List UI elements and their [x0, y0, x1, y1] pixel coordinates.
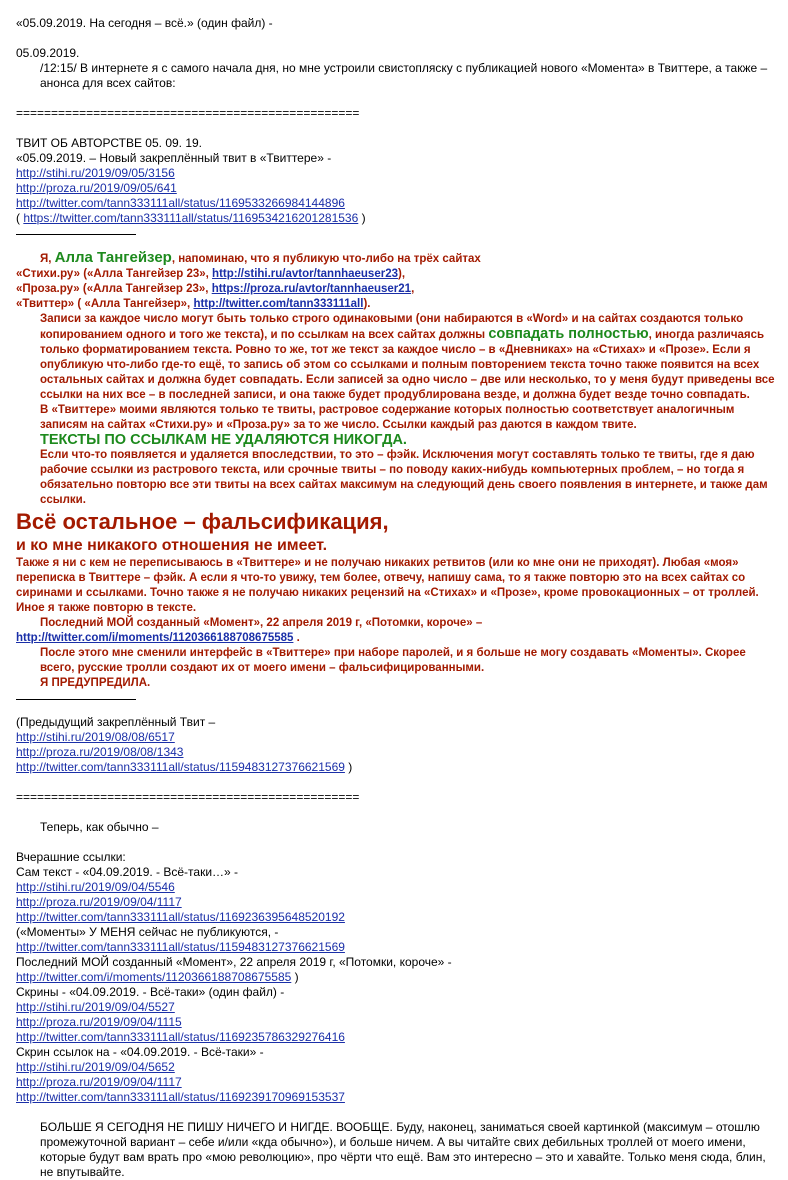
- prev-link-twitter[interactable]: http://twitter.com/tann333111all/status/1159483127376621569: [16, 760, 345, 774]
- tweet-link-twitter[interactable]: http://twitter.com/tann333111all/status/1169533266984144896: [16, 196, 345, 210]
- notice-intro: [16, 250, 776, 267]
- intro-line: /12:15/ В интернете я с самого начала дня, но мне устроили свистопляску с публикацией нового «Момента» в Твиттере, а также – анонса для всех сайтов:: [40, 61, 768, 90]
- date-line: 05.09.2019.: [16, 46, 80, 60]
- own-link-stihi[interactable]: http://stihi.ru/2019/09/04/5546: [16, 880, 175, 894]
- notice-interface: После этого мне сменили интерфейс в «Твиттере» при наборе паролей, и я больше не могу создавать «Моменты». Скорее всего, русские тролли создают их от моего имени – фальсифицированными.: [40, 647, 746, 674]
- notice-twitter: В «Твиттере» моими являются только те твиты, растровое содержание которых полностью соответствует аналогичным записям на сайтах «Стихи.ру» и «Проза.ру» за то же число. Ссылки каждый раз даются в каждом твите.: [40, 404, 735, 431]
- own-text: Сам текст - «04.09.2019. - Всё-таки…» -: [16, 865, 239, 879]
- now-usual: Теперь, как обычно –: [40, 820, 159, 834]
- divider-top: =================================================: [16, 106, 360, 120]
- site-proza-link[interactable]: https://proza.ru/avtor/tannhaeuser21: [211, 283, 412, 295]
- final-text: БОЛЬШЕ Я СЕГОДНЯ НЕ ПИШУ НИЧЕГО И НИГДЕ. ВООБЩЕ. Буду, наконец, заниматься своей картинкой (максимум – отошлю промежуточной вариант – себе и/или «кда обычно»), и больше ничем. А вы читайте свих дебильных троллей от моего имени, которые будут вам врать про «мою революцию», про чёрти что ещё. Вам это интересно – это и хавайте. Только меня сюда, блин, не впутывайте.: [40, 1120, 766, 1179]
- site-twitter: «Твиттер» ( «Алла Тангейзер», http://twitter.com/tann333111all).: [16, 298, 371, 310]
- notice-warned: Я ПРЕДУПРЕДИЛА.: [40, 677, 151, 689]
- site-proza: «Проза.ру» («Алла Тангейзер 23», https://proza.ru/avtor/tannhaeuser21,: [16, 283, 415, 295]
- notice-last-moment: Последний МОЙ созданный «Момент», 22 апреля 2019 г, «Потомки, короче» –: [40, 617, 483, 629]
- notice-fake: Если что-то появляется и удаляется впоследствии, то это – фэйк. Исключения могут составлять только те твиты, где я даю рабочие ссылки из растрового текста, или срочные твиты – по поводу каких-нибудь компьютерных проблем, – но тогда я обязательно повторю все эти твиты на всех сайтах максимум на следующий день своего появления в интернете, и также дам ссылки.: [40, 449, 768, 506]
- notice-rules: Записи за каждое число могут быть только строго одинаковыми (они набираются в «Word» и на сайтах создаются только копированием одного и того же текста), и по ссылкам на всех сайтах должны совпадать полностью, иногда различаясь только форматированием текста. Ровно то же, тот же текст за каждое число – в «Дневниках» на «Стихах» и «Прозе». Если я опубликую что-либо где-то ещё, то запись об этом со ссылками и полным повторением текста точно также появится на всех остальных сайтах и должна будет совпадать. Если записей за одно число – две или несколько, то у меня будут приведены все ссылки на них все – в последней записи, и она также будет продублирована везде, и должна будет везде точно совпадать.: [40, 313, 775, 401]
- notice-correspondence: Также я ни с кем не переписываюсь в «Твиттере» и не получаю никаких ретвитов (или ко мне они не приходят). Любая «моя» переписка в Твиттере – фэйк. А если я что-то увижу, тем более, отвечу, напишу сама, то я также повторю это на всех сайтах со сиринами и ссылками. Точно также я не получаю никаких рецензий на «Стихах» и «Прозе», кроме провокационных – от троллей. Иное я также повторю в тексте.: [16, 557, 759, 614]
- moments-note: («Моменты» У МЕНЯ сейчас не публикуются, -: [16, 925, 279, 939]
- big-title-1: Всё остальное – фальсификация,: [16, 509, 389, 534]
- prev-link-proza[interactable]: http://proza.ru/2019/08/08/1343: [16, 745, 184, 759]
- screen-refs: Скрин ссылок на - «04.09.2019. - Всё-таки» -: [16, 1045, 264, 1059]
- own-link-proza[interactable]: http://proza.ru/2019/09/04/1117: [16, 895, 182, 909]
- screens-link-proza[interactable]: http://proza.ru/2019/09/04/1115: [16, 1015, 182, 1029]
- last-moment-link[interactable]: http://twitter.com/i/moments/1120366188708675585: [16, 970, 292, 984]
- screen-refs-link-stihi[interactable]: http://stihi.ru/2019/09/04/5652: [16, 1060, 175, 1074]
- document-body: «05.09.2019. На сегодня – всё.» (один файл) - 05.09.2019. /12:15/ В интернете я с самого начала дня, но мне устроили свистопляску с публикацией нового «Момента» в Твиттере, а также – анонса для всех сайтов: ================================================= ТВИТ ОБ АВТОРСТВЕ 05. 09. 19. «05.09.2019. – Новый закреплённый твит в «Твиттере» - http://stihi.ru/2019/09/05/3156 http://proza.ru/2019/09/05/641 http://twitter.com/tann333111all/status/1169533266984144896 ( https://twitter.com/tann333111all/status/1169534216201281536 ) Я, Алла Тангейзер, напоминаю, что я публикую что-либо на трёх сайтах «Стихи.ру» («Алла Тангейзер 23», http://stihi.ru/avtor/tannhaeuser23), «Проза.ру» («Алла Тангейзер 23», https://proza.ru/avtor/tannhaeuser21, «Твиттер» ( «Алла Тангейзер», http://twitter.com/tann333111all). Записи за каждое число могут быть только строго одинаковыми (они набираются в «Word» и на сайтах создаются только копированием одного и того же текста), и по ссылкам на всех сайтах должны совпадать полностью, иногда различаясь только форматированием текста. Ровно то же, тот же текст за каждое число – в «Дневниках» на «Стихах» и «Прозе». Если я опубликую что-либо где-то ещё, то запись об этом со ссылками и полным повторением текста точно также появится на всех остальных сайтах и должна будет совпадать. Если записей за одно число – две или несколько, то у меня будут приведены все ссылки на них все – в последней записи, и она также будет продублирована везде, и должна будет везде точно совпадать. В «Твиттере» моими являются только те твиты, растровое содержание которых полностью соответствует аналогичным записям на сайтах «Стихи.ру» и «Проза.ру» за то же число. Ссылки каждый раз даются в каждом твите. ТЕКСТЫ ПО ССЫЛКАМ НЕ УДАЛЯЮТСЯ НИКОГДА. Если что-то появляется и удаляется впоследствии, то это – фэйк. Исключения могут составлять только те твиты, где я даю рабочие ссылки из растрового текста, или срочные твиты – по поводу каких-нибудь компьютерных проблем, – но тогда я обязательно повторю все эти твиты на всех сайтах максимум на следующий день своего появления в интернете, и также дам ссылки. Всё остальное – фальсификация, и ко мне никакого отношения не имеет. Также я ни с кем не переписываюсь в «Твиттере» и не получаю никаких ретвитов (или ко мне они не приходят). Любая «моя» переписка в Твиттере – фэйк. А если я что-то увижу, тем более, отвечу, напишу сама, то я также повторю это на всех сайтах со сиринами и ссылками. Точно также я не получаю никаких рецензий на «Стихах» и «Прозе», кроме провокационных – от троллей. Иное я также повторю в тексте. Последний МОЙ созданный «Момент», 22 апреля 2019 г, «Потомки, короче» – http://twitter.com/i/moments/1120366188708675585 . После этого мне сменили интерфейс в «Твиттере» при наборе паролей, и я больше не могу создавать «Моменты». Скорее всего, русские тролли создают их от моего имени – фальсифицированными. Я ПРЕДУПРЕДИЛА. (Предыдущий закреплённый Твит – http://stihi.ru/2019/08/08/6517 http://proza.ru/2019/08/08/1343 http://twitter.com/tann333111all/status/1159483127376621569 ) ================================================= Теперь, как обычно – Вчерашние ссылки: Сам текст - «04.09.2019. - Всё-таки…» - http://stihi.ru/2019/09/04/5546 http://proza.ru/2019/09/04/1117 http://twitter.com/tann333111all/status/1169236395648520192 («Моменты» У МЕНЯ сейчас не публикуются, - http://twitter.com/tann333111all/status/1159483127376621569 Последний МОЙ созданный «Момент», 22 апреля 2019 г, «Потомки, короче» - http://twitter.com/i/moments/1120366188708675585 ) Скрины - «04.09.2019. - Всё-таки» (один файл) - http://stihi.ru/2019/09/04/5527 http://proza.ru/2019/09/04/1115 http://twitter.com/tann333111all/status/1169235786329276416 Скрин ссылок на - «04.09.2019. - Всё-таки» - http://stihi.ru/2019/09/04/5652 http://proza.ru/2019/09/04/1117 http://twitter.com/tann333111all/status/1169239170969153537 БОЛЬШЕ Я СЕГОДНЯ НЕ ПИШУ НИЧЕГО И НИГДЕ. ВООБЩЕ. Буду, наконец, заниматься своей картинкой (максимум – отошлю промежуточной вариант – себе и/или «кда обычно»), и больше ничем. А вы читайте свих дебильных троллей от моего имени, которые будут вам врать про «мою революцию», про чёрти что ещё. Вам это интересно – это и хавайте. Только меня сюда, блин, не впутывайте.: [16, 16, 775, 1179]
- big-title-2: и ко мне никакого отношения не имеет.: [16, 537, 328, 554]
- tweet-link-stihi[interactable]: http://stihi.ru/2019/09/05/3156: [16, 166, 175, 180]
- prev-link-stihi[interactable]: http://stihi.ru/2019/08/08/6517: [16, 730, 175, 744]
- author-notice: Я, Алла Тангейзер, напоминаю, что я публикую что-либо на трёх сайтах «Стихи.ру» («Алла Тангейзер 23», http://stihi.ru/avtor/tannhaeuser23), «Проза.ру» («Алла Тангейзер 23», https://proza.ru/avtor/tannhaeuser21, «Твиттер» ( «Алла Тангейзер», http://twitter.com/tann333111all). Записи за каждое число могут быть только строго одинаковыми (они набираются в «Word» и на сайтах создаются только копированием одного и того же текста), и по ссылкам на всех сайтах должны совпадать полностью, иногда различаясь только форматированием текста. Ровно то же, тот же текст за каждое число – в «Дневниках» на «Стихах» и «Прозе». Если я опубликую что-либо где-то ещё, то запись об этом со ссылками и полным повторением текста точно также появится на всех остальных сайтах и должна будет совпадать. Если записей за одно число – две или несколько, то у меня будут приведены все ссылки на них все – в последней записи, и она также будет продублирована везде, и должна будет везде точно совпадать. В «Твиттере» моими являются только те твиты, растровое содержание которых полностью соответствует аналогичным записям на сайтах «Стихи.ру» и «Проза.ру» за то же число. Ссылки каждый раз даются в каждом твите. ТЕКСТЫ ПО ССЫЛКАМ НЕ УДАЛЯЮТСЯ НИКОГДА. Если что-то появляется и удаляется впоследствии, то это – фэйк. Исключения могут составлять только те твиты, где я даю рабочие ссылки из растрового текста, или срочные твиты – по поводу каких-нибудь компьютерных проблем, – но тогда я обязательно повторю все эти твиты на всех сайтах максимум на следующий день своего появления в интернете, и также дам ссылки. Всё остальное – фальсификация, и ко мне никакого отношения не имеет. Также я ни с кем не переписываюсь в «Твиттере» и не получаю никаких ретвитов (или ко мне они не приходят). Любая «моя» переписка в Твиттере – фэйк. А если я что-то увижу, тем более, отвечу, напишу сама, то я также повторю это на всех сайтах со сиринами и ссылками. Точно также я не получаю никаких рецензий на «Стихах» и «Прозе», кроме провокационных – от троллей. Иное я также повторю в тексте. Последний МОЙ созданный «Момент», 22 апреля 2019 г, «Потомки, короче» – http://twitter.com/i/moments/1120366188708675585 . После этого мне сменили интерфейс в «Твиттере» при наборе паролей, и я больше не могу создавать «Моменты». Скорее всего, русские тролли создают их от моего имени – фальсифицированными. Я ПРЕДУПРЕДИЛА.: [16, 249, 775, 689]
- tweet-links: [16, 166, 776, 226]
- divider-bottom: =================================================: [16, 790, 360, 804]
- author-name: Алла Тангейзер: [54, 249, 172, 266]
- notice-post: , напоминаю, что я публикую что-либо на трёх сайтах: [171, 253, 481, 265]
- tweet-title: ТВИТ ОБ АВТОРСТВЕ 05. 09. 19.: [16, 136, 203, 150]
- site-twitter-link[interactable]: http://twitter.com/tann333111all: [193, 298, 364, 310]
- site-stihi: «Стихи.ру» («Алла Тангейзер 23», http://stihi.ru/avtor/tannhaeuser23),: [16, 268, 406, 280]
- tweet-link-proza[interactable]: http://proza.ru/2019/09/05/641: [16, 181, 177, 195]
- last-moment: Последний МОЙ созданный «Момент», 22 апреля 2019 г, «Потомки, короче» -: [16, 955, 452, 969]
- paren-open: (: [16, 211, 24, 225]
- notice-pre: Я,: [40, 253, 55, 265]
- header-line: «05.09.2019. На сегодня – всё.» (один файл) -: [16, 16, 273, 30]
- match-fully: совпадать полностью: [488, 326, 649, 342]
- yesterday-heading: Вчерашние ссылки:: [16, 850, 126, 864]
- moments-link[interactable]: http://twitter.com/tann333111all/status/1159483127376621569: [16, 940, 345, 954]
- paren-close: ): [358, 211, 366, 225]
- screens-link-twitter[interactable]: http://twitter.com/tann333111all/status/1169235786329276416: [16, 1030, 345, 1044]
- prev-pinned: (Предыдущий закреплённый Твит –: [16, 715, 216, 729]
- notice-moment-link[interactable]: http://twitter.com/i/moments/1120366188708675585: [16, 632, 294, 644]
- site-stihi-link[interactable]: http://stihi.ru/avtor/tannhaeuser23: [212, 268, 398, 280]
- tweet-link-paren[interactable]: https://twitter.com/tann333111all/status/1169534216201281536: [23, 211, 359, 225]
- screen-refs-link-twitter[interactable]: http://twitter.com/tann333111all/status/1169239170969153537: [16, 1090, 345, 1104]
- screen-refs-link-proza[interactable]: http://proza.ru/2019/09/04/1117: [16, 1075, 182, 1089]
- screens: Скрины - «04.09.2019. - Всё-таки» (один файл) -: [16, 985, 285, 999]
- tweet-pinned: «05.09.2019. – Новый закреплённый твит в «Твиттере» -: [16, 151, 332, 165]
- screens-link-stihi[interactable]: http://stihi.ru/2019/09/04/5527: [16, 1000, 175, 1014]
- notice-caps: ТЕКСТЫ ПО ССЫЛКАМ НЕ УДАЛЯЮТСЯ НИКОГДА.: [40, 432, 407, 448]
- own-link-twitter[interactable]: http://twitter.com/tann333111all/status/1169236395648520192: [16, 910, 345, 924]
